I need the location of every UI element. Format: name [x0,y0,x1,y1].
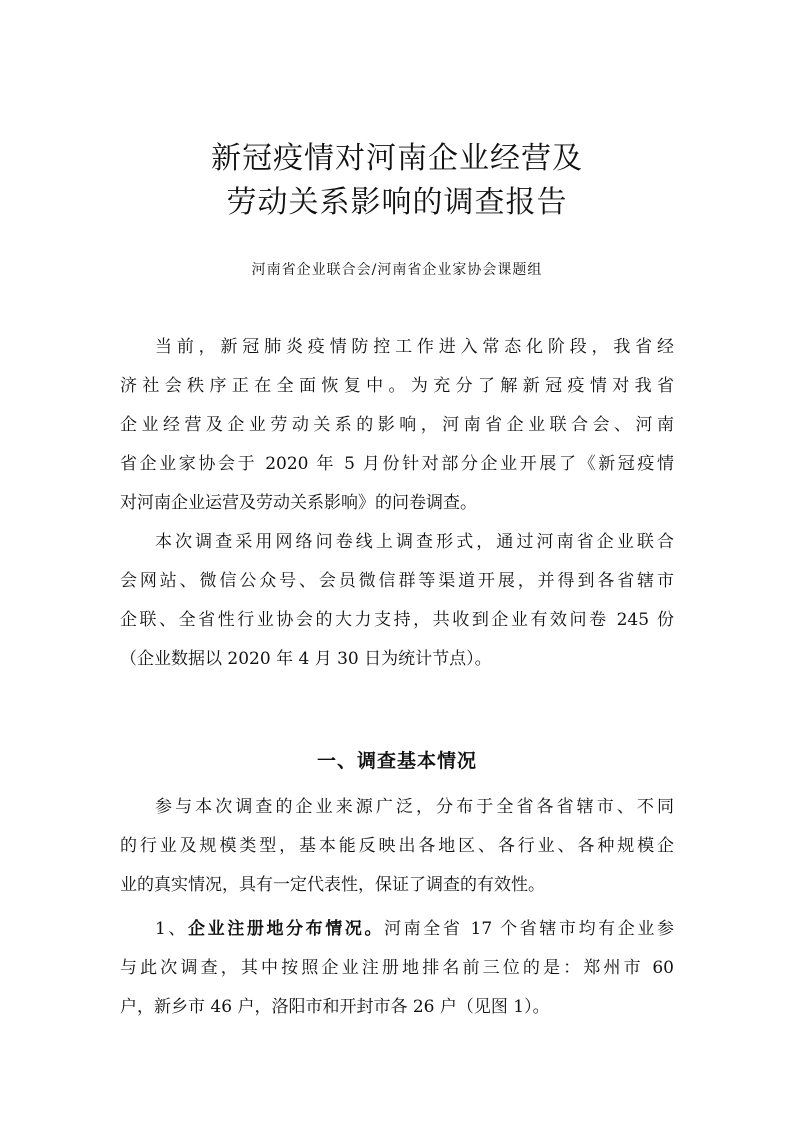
para4-line [155,914,674,944]
para4-line: 户，新乡市 46 户，洛阳市和开封市各 26 户（见图 1）。 [120,997,550,1017]
para1-line: 济社会秩序正在全面恢复中。为充分了解新冠疫情对我省 [120,376,674,396]
report-title-line-1: 新冠疫情对河南企业经营及 [211,141,583,176]
para1-line: 省企业家协会于 2020 年 5 月份针对部分企业开展了《新冠疫情 [120,454,674,474]
para2-line: 会网站、微信公众号、会员微信群等渠道开展，并得到各省辖市 [120,571,674,591]
para1-line: 当前，新冠肺炎疫情防控工作进入常态化阶段，我省经 [155,337,674,357]
para2-line: （企业数据以 2020 年 4 月 30 日为统计节点）。 [120,649,492,669]
report-title-line-2: 劳动关系影响的调查报告 [226,185,568,220]
para4-line1-rest: 河南全省 17 个省辖市均有企业参 [384,919,674,939]
para4-bold-lead: 企业注册地分布情况。 [188,919,385,939]
para3-line: 参与本次调查的企业来源广泛，分布于全省各省辖市、不同 [155,797,674,817]
para4-line: 与此次调查，其中按照企业注册地排名前三位的是：郑州市 60 [120,958,674,978]
report-authors: 河南省企业联合会/河南省企业家协会课题组 [251,262,543,278]
para3-line: 业的真实情况，具有一定代表性，保证了调查的有效性。 [120,875,545,895]
para2-line: 企联、全省性行业协会的大力支持，共收到企业有效问卷 245 份 [120,610,674,630]
para2-line: 本次调查采用网络问卷线上调查形式，通过河南省企业联合 [155,532,674,552]
para1-line: 对河南企业运营及劳动关系影响》的问卷调查。 [120,493,477,513]
section-heading-basic-info: 一、调查基本情况 [316,750,477,772]
para3-line: 的行业及规模类型，基本能反映出各地区、各行业、各种规模企 [120,836,674,856]
para1-line: 企业经营及企业劳动关系的影响，河南省企业联合会、河南 [120,415,674,435]
para4-number: 1、 [155,919,189,939]
